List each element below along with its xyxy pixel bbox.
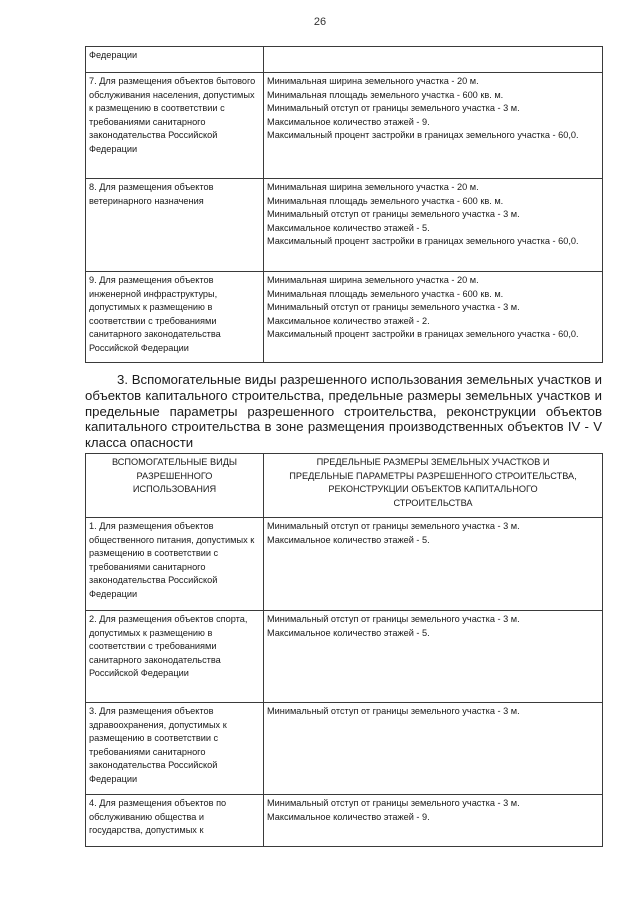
params-cell bbox=[264, 703, 603, 795]
page-number: 26 bbox=[313, 16, 327, 28]
param-line: Минимальная ширина земельного участка - 20 м. bbox=[267, 76, 479, 86]
param-line: Максимальное количество этажей - 2. bbox=[267, 315, 430, 326]
table-row bbox=[86, 73, 603, 179]
table-row bbox=[86, 47, 603, 73]
param-line: Минимальный отступ от границы земельного участка - 3 м. bbox=[267, 302, 520, 313]
section-heading: 3. Вспомогательные виды разрешенного использования земельных участков и объектов капитального строительства, предельные размеры земельных участков и предельные параметры разрешенного строительства, реконструкции объектов капитального строительства в зоне размещения производственных объектов IV - V класса опасности bbox=[85, 372, 602, 451]
auxiliary-use-table bbox=[85, 453, 603, 847]
param-line: Минимальный отступ от границы земельного участка - 3 м. bbox=[267, 706, 520, 716]
table-row bbox=[86, 795, 603, 847]
use-type-cell: Федерации bbox=[86, 47, 264, 73]
params-cell bbox=[264, 73, 603, 179]
use-type-cell: 2. Для размещения объектов спорта, допустимых к размещению в соответствии с требованиями санитарного законодательства Российской Федерации bbox=[86, 611, 264, 703]
use-type-cell: 3. Для размещения объектов здравоохранения, допустимых к размещению в соответствии с требованиями санитарного законодательства Российской Федерации bbox=[86, 703, 264, 795]
param-line: Минимальный отступ от границы земельного участка - 3 м. bbox=[267, 209, 520, 220]
param-line: Максимальный процент застройки в границах земельного участка - 60,0. bbox=[267, 236, 579, 247]
use-type-cell: 4. Для размещения объектов по обслуживанию общества и государства, допустимых к bbox=[86, 795, 264, 847]
use-type-cell: 7. Для размещения объектов бытового обслуживания населения, допустимых к размещению в соответствии с требованиями санитарного законодательства Российской Федерации bbox=[86, 73, 264, 179]
param-line: Минимальная площадь земельного участка - 600 кв. м. bbox=[267, 195, 504, 206]
use-type-cell: 1. Для размещения объектов общественного питания, допустимых к размещению в соответствии с требованиями санитарного законодательства Российской Федерации bbox=[86, 518, 264, 611]
param-line: Минимальный отступ от границы земельного участка - 3 м. bbox=[267, 521, 520, 531]
table-row bbox=[86, 703, 603, 795]
param-line: Минимальная ширина земельного участка - 20 м. bbox=[267, 275, 479, 285]
param-line: Максимальное количество этажей - 5. bbox=[267, 222, 430, 233]
param-line: Максимальное количество этажей - 5. bbox=[267, 534, 430, 545]
param-line: Максимальный процент застройки в границах земельного участка - 60,0. bbox=[267, 130, 579, 141]
param-line: Минимальный отступ от границы земельного участка - 3 м. bbox=[267, 614, 520, 624]
param-line: Минимальная ширина земельного участка - 20 м. bbox=[267, 182, 479, 192]
param-line: Максимальное количество этажей - 9. bbox=[267, 116, 430, 127]
params-cell bbox=[264, 795, 603, 847]
param-line: Минимальная площадь земельного участка - 600 кв. м. bbox=[267, 288, 504, 299]
table-row bbox=[86, 272, 603, 363]
land-use-table-main bbox=[85, 46, 603, 363]
params-cell bbox=[264, 611, 603, 703]
param-line: Минимальный отступ от границы земельного участка - 3 м. bbox=[267, 103, 520, 114]
params-cell bbox=[264, 47, 603, 73]
table-row bbox=[86, 179, 603, 272]
use-type-cell: 8. Для размещения объектов ветеринарного назначения bbox=[86, 179, 264, 272]
table-row bbox=[86, 611, 603, 703]
param-line: Максимальное количество этажей - 9. bbox=[267, 811, 430, 822]
table-row bbox=[86, 518, 603, 611]
params-cell bbox=[264, 179, 603, 272]
table-header-row bbox=[86, 454, 603, 518]
column-header-params: ПРЕДЕЛЬНЫЕ РАЗМЕРЫ ЗЕМЕЛЬНЫХ УЧАСТКОВ И ПРЕДЕЛЬНЫЕ ПАРАМЕТРЫ РАЗРЕШЕННОГО СТРОИТЕЛЬСТВА, РЕКОНСТРУКЦИИ ОБЪЕКТОВ КАПИТАЛЬНОГО СТРОИТЕЛЬСТВА bbox=[264, 454, 603, 518]
params-cell bbox=[264, 518, 603, 611]
param-line: Максимальное количество этажей - 5. bbox=[267, 627, 430, 638]
column-header-use: ВСПОМОГАТЕЛЬНЫЕ ВИДЫ РАЗРЕШЕННОГО ИСПОЛЬЗОВАНИЯ bbox=[86, 454, 264, 518]
params-cell bbox=[264, 272, 603, 363]
param-line: Минимальная площадь земельного участка - 600 кв. м. bbox=[267, 89, 504, 100]
use-type-cell: 9. Для размещения объектов инженерной инфраструктуры, допустимых к размещению в соответствии с требованиями санитарного законодательства Российской Федерации bbox=[86, 272, 264, 363]
param-line: Максимальный процент застройки в границах земельного участка - 60,0. bbox=[267, 329, 579, 340]
param-line: Минимальный отступ от границы земельного участка - 3 м. bbox=[267, 798, 520, 808]
